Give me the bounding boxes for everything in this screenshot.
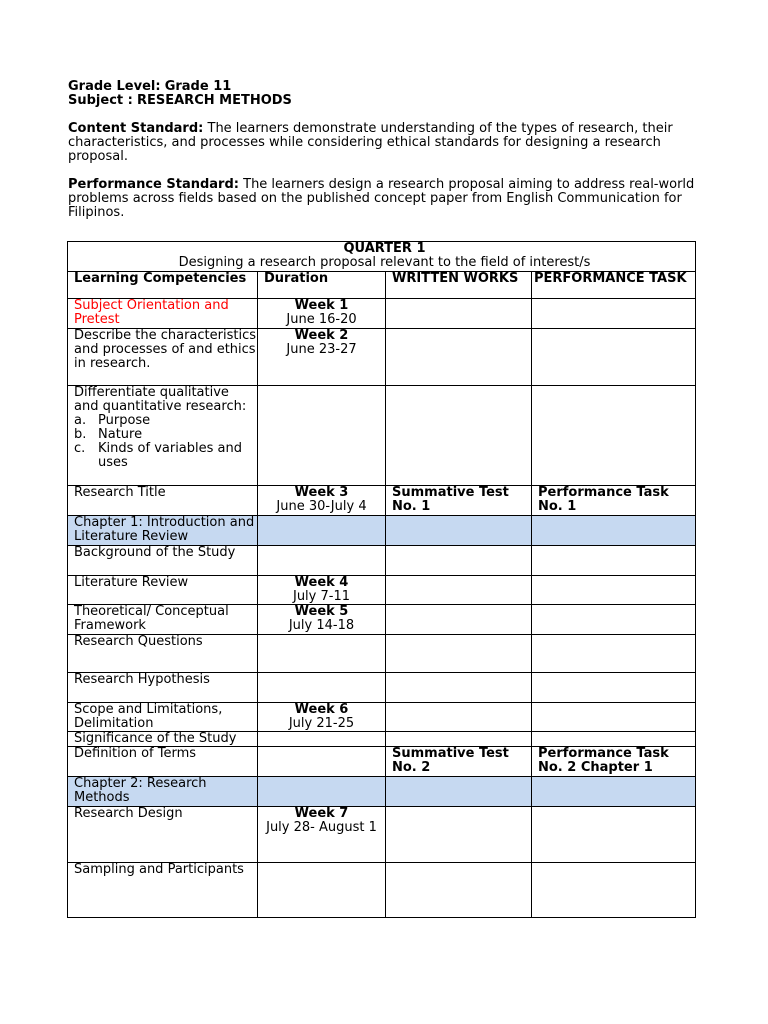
grade-level-line [68,80,708,94]
week-label: Week 3 [294,485,349,500]
written-works-cell [386,777,532,807]
week-label: Week 1 [294,298,349,313]
table-row [68,747,696,777]
performance-standard-text: The learners design a research proposal aiming to address real-world problems across fields based on the published concept paper from English Communication for Filipinos. [68,177,695,220]
performance-standard-label: Performance Standard: [68,177,239,192]
summative-test-label: Summative Test No. 2 [392,746,509,775]
table-row [68,703,696,732]
performance-task-cell [532,732,696,747]
duration-cell [258,703,386,732]
duration-cell [258,546,386,576]
duration-cell [258,605,386,635]
duration-cell [258,386,386,486]
list-item [74,413,257,428]
week-label: Week 2 [294,328,349,343]
content-standard-label: Content Standard: [68,121,204,136]
written-works-cell [386,635,532,673]
performance-task-cell [532,516,696,546]
chapter-heading: Chapter 2: Research Methods [68,777,258,807]
competency-cell: Definition of Terms [68,747,258,777]
written-works-cell [386,486,532,516]
performance-task-cell [532,299,696,329]
list-item-text: Nature [98,427,143,442]
column-header: PERFORMANCE TASK [532,272,696,299]
competency-cell [68,386,258,486]
list-marker: a. [74,413,87,428]
table-row [68,486,696,516]
duration-cell [258,329,386,386]
written-works-cell [386,605,532,635]
duration-cell [258,807,386,863]
written-works-cell [386,747,532,777]
subject-value: RESEARCH METHODS [136,93,292,108]
list-item [74,441,257,470]
competency-cell: Subject Orientation and Pretest [68,299,258,329]
table-row [68,386,696,486]
document-header [68,80,708,220]
subject-line [68,94,708,108]
duration-cell [258,863,386,918]
performance-task-cell [532,747,696,777]
week-dates: June 30-July 4 [276,499,367,514]
performance-task-cell [532,703,696,732]
table-row [68,863,696,918]
sub-list [74,414,257,470]
week-dates: July 28- August 1 [266,820,377,835]
week-dates: July 7-11 [292,589,350,604]
table-row [68,546,696,576]
curriculum-table [67,241,696,918]
written-works-cell [386,546,532,576]
subject-label: Subject : [68,93,133,108]
column-header: Learning Competencies [68,272,258,299]
week-label: Week 5 [294,604,349,619]
quarter-header-row [68,242,696,272]
performance-task-cell [532,486,696,516]
duration-cell [258,486,386,516]
table-row [68,635,696,673]
column-header-row [68,272,696,299]
performance-task-cell [532,546,696,576]
performance-task-label: Performance Task No. 2 Chapter 1 [538,746,669,775]
week-label: Week 7 [294,806,349,821]
list-item-text: Purpose [98,413,151,428]
content-standard [68,122,708,164]
performance-task-cell [532,329,696,386]
table-row [68,329,696,386]
table-row [68,732,696,747]
list-marker: b. [74,427,87,442]
chapter-heading: Chapter 1: Introduction and Literature Review [68,516,258,546]
week-dates: July 21-25 [288,716,355,731]
column-header: Duration [258,272,386,299]
grade-label: Grade Level: [68,79,161,94]
performance-task-cell [532,777,696,807]
performance-task-cell [532,386,696,486]
competency-cell: Theoretical/ Conceptual Framework [68,605,258,635]
competency-cell: Sampling and Participants [68,863,258,918]
competency-cell: Describe the characteristics and processes of and ethics in research. [68,329,258,386]
duration-cell [258,673,386,703]
written-works-cell [386,703,532,732]
week-label: Week 6 [294,702,349,717]
competency-cell: Significance of the Study [68,732,258,747]
written-works-cell [386,299,532,329]
performance-task-cell [532,605,696,635]
performance-task-cell [532,807,696,863]
competency-cell: Scope and Limitations, Delimitation [68,703,258,732]
duration-cell [258,576,386,605]
competency-cell: Research Title [68,486,258,516]
list-item [74,427,257,442]
competency-cell: Literature Review [68,576,258,605]
competency-cell: Research Design [68,807,258,863]
duration-cell [258,299,386,329]
competency-cell: Research Questions [68,635,258,673]
chapter-row [68,777,696,807]
week-dates: June 16-20 [286,312,357,327]
written-works-cell [386,863,532,918]
week-dates: June 23-27 [286,342,357,357]
table-row [68,673,696,703]
performance-task-cell [532,635,696,673]
quarter-cell [68,242,696,272]
performance-task-cell [532,673,696,703]
written-works-cell [386,807,532,863]
duration-cell [258,747,386,777]
quarter-title: QUARTER 1 [343,241,426,256]
duration-cell [258,635,386,673]
chapter-row [68,516,696,546]
competency-cell: Research Hypothesis [68,673,258,703]
table-row [68,605,696,635]
table-row [68,807,696,863]
week-label: Week 4 [294,575,349,590]
performance-task-cell [532,576,696,605]
list-item-text: Kinds of variables and uses [98,441,243,470]
summative-test-label: Summative Test No. 1 [392,485,509,514]
competency-cell: Background of the Study [68,546,258,576]
list-marker: c. [74,441,86,456]
written-works-cell [386,673,532,703]
duration-cell [258,516,386,546]
column-header: WRITTEN WORKS [386,272,532,299]
quarter-description: Designing a research proposal relevant to the field of interest/s [178,255,591,270]
written-works-cell [386,576,532,605]
written-works-cell [386,732,532,747]
written-works-cell [386,329,532,386]
performance-task-label: Performance Task No. 1 [538,485,669,514]
written-works-cell [386,386,532,486]
performance-standard [68,178,708,220]
content-standard-text: The learners demonstrate understanding of the types of research, their characteristics, and processes while considering ethical standards for designing a research proposal. [68,121,673,164]
performance-task-cell [532,863,696,918]
duration-cell [258,777,386,807]
duration-cell [258,732,386,747]
table-row [68,299,696,329]
table-row [68,576,696,605]
written-works-cell [386,516,532,546]
grade-value: Grade 11 [164,79,232,94]
week-dates: July 14-18 [288,618,355,633]
competency-text: Differentiate qualitative and quantitative research: [74,385,247,414]
